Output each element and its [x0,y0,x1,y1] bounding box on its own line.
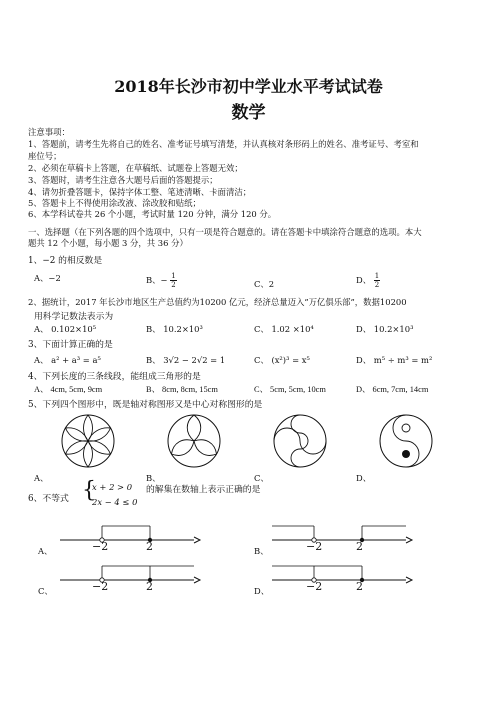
q4-option-a: A、 4cm, 5cm, 9cm [34,385,103,394]
q6-inequality-2: 2x − 4 ≤ 0 [92,497,138,507]
fraction-numerator: 1 [374,272,380,280]
notice-line: 座位号； [28,151,62,161]
q6-numberline-b [272,522,412,552]
q6-option-d: D、 [254,586,270,596]
section-heading-line: 题共 12 个小题，每小题 3 分，共 36 分） [28,238,188,248]
notice-line: 4、请勿折叠答题卡，保持字体工整、笔迹清晰、卡面清洁； [28,187,252,197]
q4-option-d: D、 6cm, 7cm, 14cm [356,385,429,394]
q3-option-d: D、 m⁵ ÷ m³ = m² [356,355,433,365]
q1-option-b-label: B、− [146,275,168,285]
q6-numberline-d [272,560,412,590]
q1-option-d [356,272,380,289]
question-6-prefix: 6、不等式 [28,494,69,504]
q1-option-c: C、2 [254,279,275,289]
fraction-denominator: 2 [171,281,176,289]
q6-a-label-neg2: −2 [92,540,109,553]
q3-option-c: C、 (x²)³ = x⁵ [254,355,310,365]
exam-title: 2018年长沙市初中学业水平考试试卷 [114,77,383,96]
q1-option-d-fraction [374,272,380,289]
notice-line: 5、答题卡上不得使用涂改液、涂改胶和贴纸； [28,198,201,208]
q6-c-label-neg2: −2 [92,580,109,593]
q5-option-c: C、 [254,473,269,483]
q6-option-c: C、 [38,586,53,596]
q6-b-label-2: 2 [356,540,363,553]
q6-d-label-2: 2 [356,580,363,593]
q2-option-c: C、 1.02 ×10⁴ [254,324,314,334]
subject-title: 数学 [231,103,266,123]
q6-numberline-c [60,560,200,590]
q1-option-b-fraction [170,272,176,289]
q6-numberline-a [60,522,200,552]
q6-option-b: B、 [254,546,269,556]
q5-option-a: A、 [34,473,49,483]
fraction-numerator: 1 [171,272,176,280]
section-heading-line: 一、选择题（在下列各题的四个选项中，只有一项是符合题意的。请在答题卡中填涂符合题意的选项。本大 [28,227,422,237]
question-2-line1: 2、据统计，2017 年长沙市地区生产总值约为10200 亿元，经济总量迈入”万亿俱乐部”，数据10200 [28,297,407,307]
q5-option-b: B、 [146,473,161,483]
q5-figure-d [378,413,434,469]
question-2-line2: 用科学记数法表示为 [34,312,114,322]
q5-figure-a [60,413,116,469]
q1-option-a: A、−2 [34,273,61,283]
q5-figure-b [166,413,222,469]
q5-option-d: D、 [356,473,372,483]
q3-option-a: A、 a² + a³ = a⁵ [34,355,101,365]
q1-option-b [146,272,177,289]
notice-heading: 注意事项： [28,127,70,137]
q5-figure-c [272,413,328,469]
q6-a-label-2: 2 [146,540,153,553]
q1-option-d-label: D、 [356,275,372,285]
q6-b-label-neg2: −2 [306,540,323,553]
q4-option-c: C、 5cm, 5cm, 10cm [254,385,326,394]
question-5-stem: 5、下列四个图形中，既是轴对称图形又是中心对称图形的是 [28,400,263,410]
question-3-stem: 3、下面计算正确的是 [28,340,113,350]
q2-option-d: D、 10.2×10³ [356,324,414,334]
q6-option-a: A、 [38,546,53,556]
notice-line: 3、答题时，请考生注意各大题号后面的答题提示； [28,175,218,185]
question-1-stem: 1、−2 的相反数是 [28,256,103,266]
question-6-suffix: 的解集在数轴上表示正确的是 [146,485,261,495]
system-brace: { [82,478,96,503]
q2-option-a: A、 0.102×10⁵ [34,324,97,334]
q3-option-b: B、 3√2 − 2√2 = 1 [146,355,226,365]
q6-inequality-1: x + 2 > 0 [92,482,133,492]
notice-line: 2、必须在草稿卡上答题，在草稿纸、试题卷上答题无效； [28,163,243,173]
notice-line: 6、本学科试卷共 26 个小题，考试时量 120 分钟，满分 120 分。 [28,209,277,219]
notice-line: 1、答题前，请考生先将自己的姓名、准考证号填写清楚，并认真核对条形码上的姓名、准考证号、考室和 [28,139,419,149]
q6-c-label-2: 2 [146,580,153,593]
q4-option-b: B、 8cm, 8cm, 15cm [146,385,218,394]
q2-option-b: B、 10.2×10³ [146,324,203,334]
fraction-denominator: 2 [374,281,380,289]
question-4-stem: 4、下列长度的三条线段，能组成三角形的是 [28,372,201,382]
q6-d-label-neg2: −2 [306,580,323,593]
